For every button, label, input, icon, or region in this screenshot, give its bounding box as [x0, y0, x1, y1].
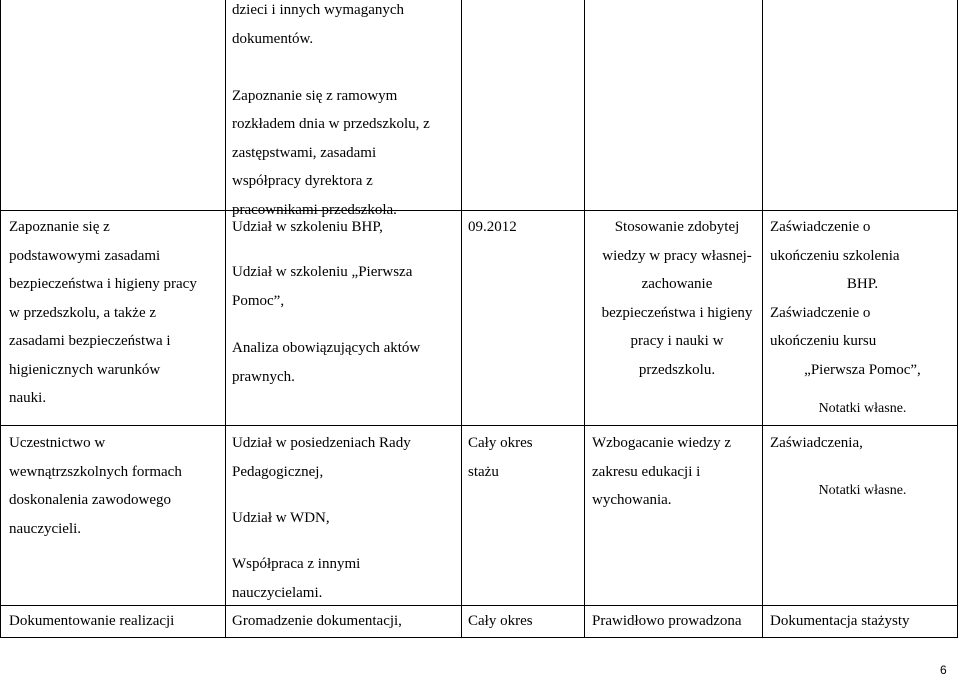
- table-divider-col3: [584, 0, 585, 638]
- table-divider-col4: [762, 0, 763, 638]
- r3-date: Cały okres: [468, 613, 533, 629]
- r1-activity-legal-acts: Analiza obowiązujących aktów prawnych.: [232, 340, 421, 385]
- r2-evidence-notes: Notatki własne.: [818, 483, 907, 498]
- r3-effect: Prawidłowo prowadzona: [592, 613, 742, 629]
- r3-activity: Gromadzenie dokumentacji,: [232, 613, 402, 629]
- r1-evidence-notes: Notatki własne.: [818, 401, 907, 416]
- table-border-left: [0, 0, 1, 638]
- row-divider-2: [0, 425, 958, 426]
- table-border-right: [957, 0, 958, 638]
- table-divider-col2: [461, 0, 462, 638]
- page-number: 6: [940, 663, 947, 677]
- row-divider-1: [0, 210, 958, 211]
- r2-date: Cały okres stażu: [468, 435, 533, 480]
- r3-evidence: Dokumentacja stażysty: [770, 613, 910, 629]
- r2-effect: Wzbogacanie wiedzy z zakresu edukacji i wychowania.: [592, 435, 732, 508]
- r1-effect: Stosowanie zdobytej wiedzy w pracy własnej- zachowanie bezpieczeństwa i higieny pracy i nauki w przedszkolu.: [601, 219, 753, 378]
- r2-activity-cooperation: Współpraca z innymi nauczycielami.: [232, 556, 361, 601]
- r2-activity-council: Udział w posiedzeniach Rady Pedagogicznej,: [232, 435, 411, 480]
- r2-evidence: Zaświadczenia,: [770, 435, 863, 451]
- r3-task: Dokumentowanie realizacji: [9, 613, 175, 629]
- r1-activity-bhp: Udział w szkoleniu BHP,: [232, 219, 383, 235]
- r1-task: Zapoznanie się z podstawowymi zasadami bezpieczeństwa i higieny pracy w przedszkolu, a także z zasadami bezpieczeństwa i higienicznych warunków nauki.: [9, 219, 197, 406]
- r2-task: Uczestnictwo w wewnątrzszkolnych formach doskonalenia zawodowego nauczycieli.: [9, 435, 182, 537]
- r2-activity-wdn: Udział w WDN,: [232, 510, 330, 526]
- table-border-bottom: [0, 637, 958, 638]
- row-divider-3: [0, 605, 958, 606]
- table-divider-col1: [225, 0, 226, 638]
- r1-date: 09.2012: [468, 219, 517, 235]
- r1-activity-first-aid: Udział w szkoleniu „Pierwsza Pomoc”,: [232, 264, 413, 309]
- r1-evidence: Zaświadczenie o ukończeniu szkolenia BHP. Zaświadczenie o ukończeniu kursu „Pierwsza Pomoc”,: [770, 219, 921, 378]
- r0-activities: dzieci i innych wymaganych dokumentów. Zapoznanie się z ramowym rozkładem dnia w przedszkolu, z zastępstwami, zasadami współpracy dyrektora z pracownikami przedszkola.: [232, 2, 430, 218]
